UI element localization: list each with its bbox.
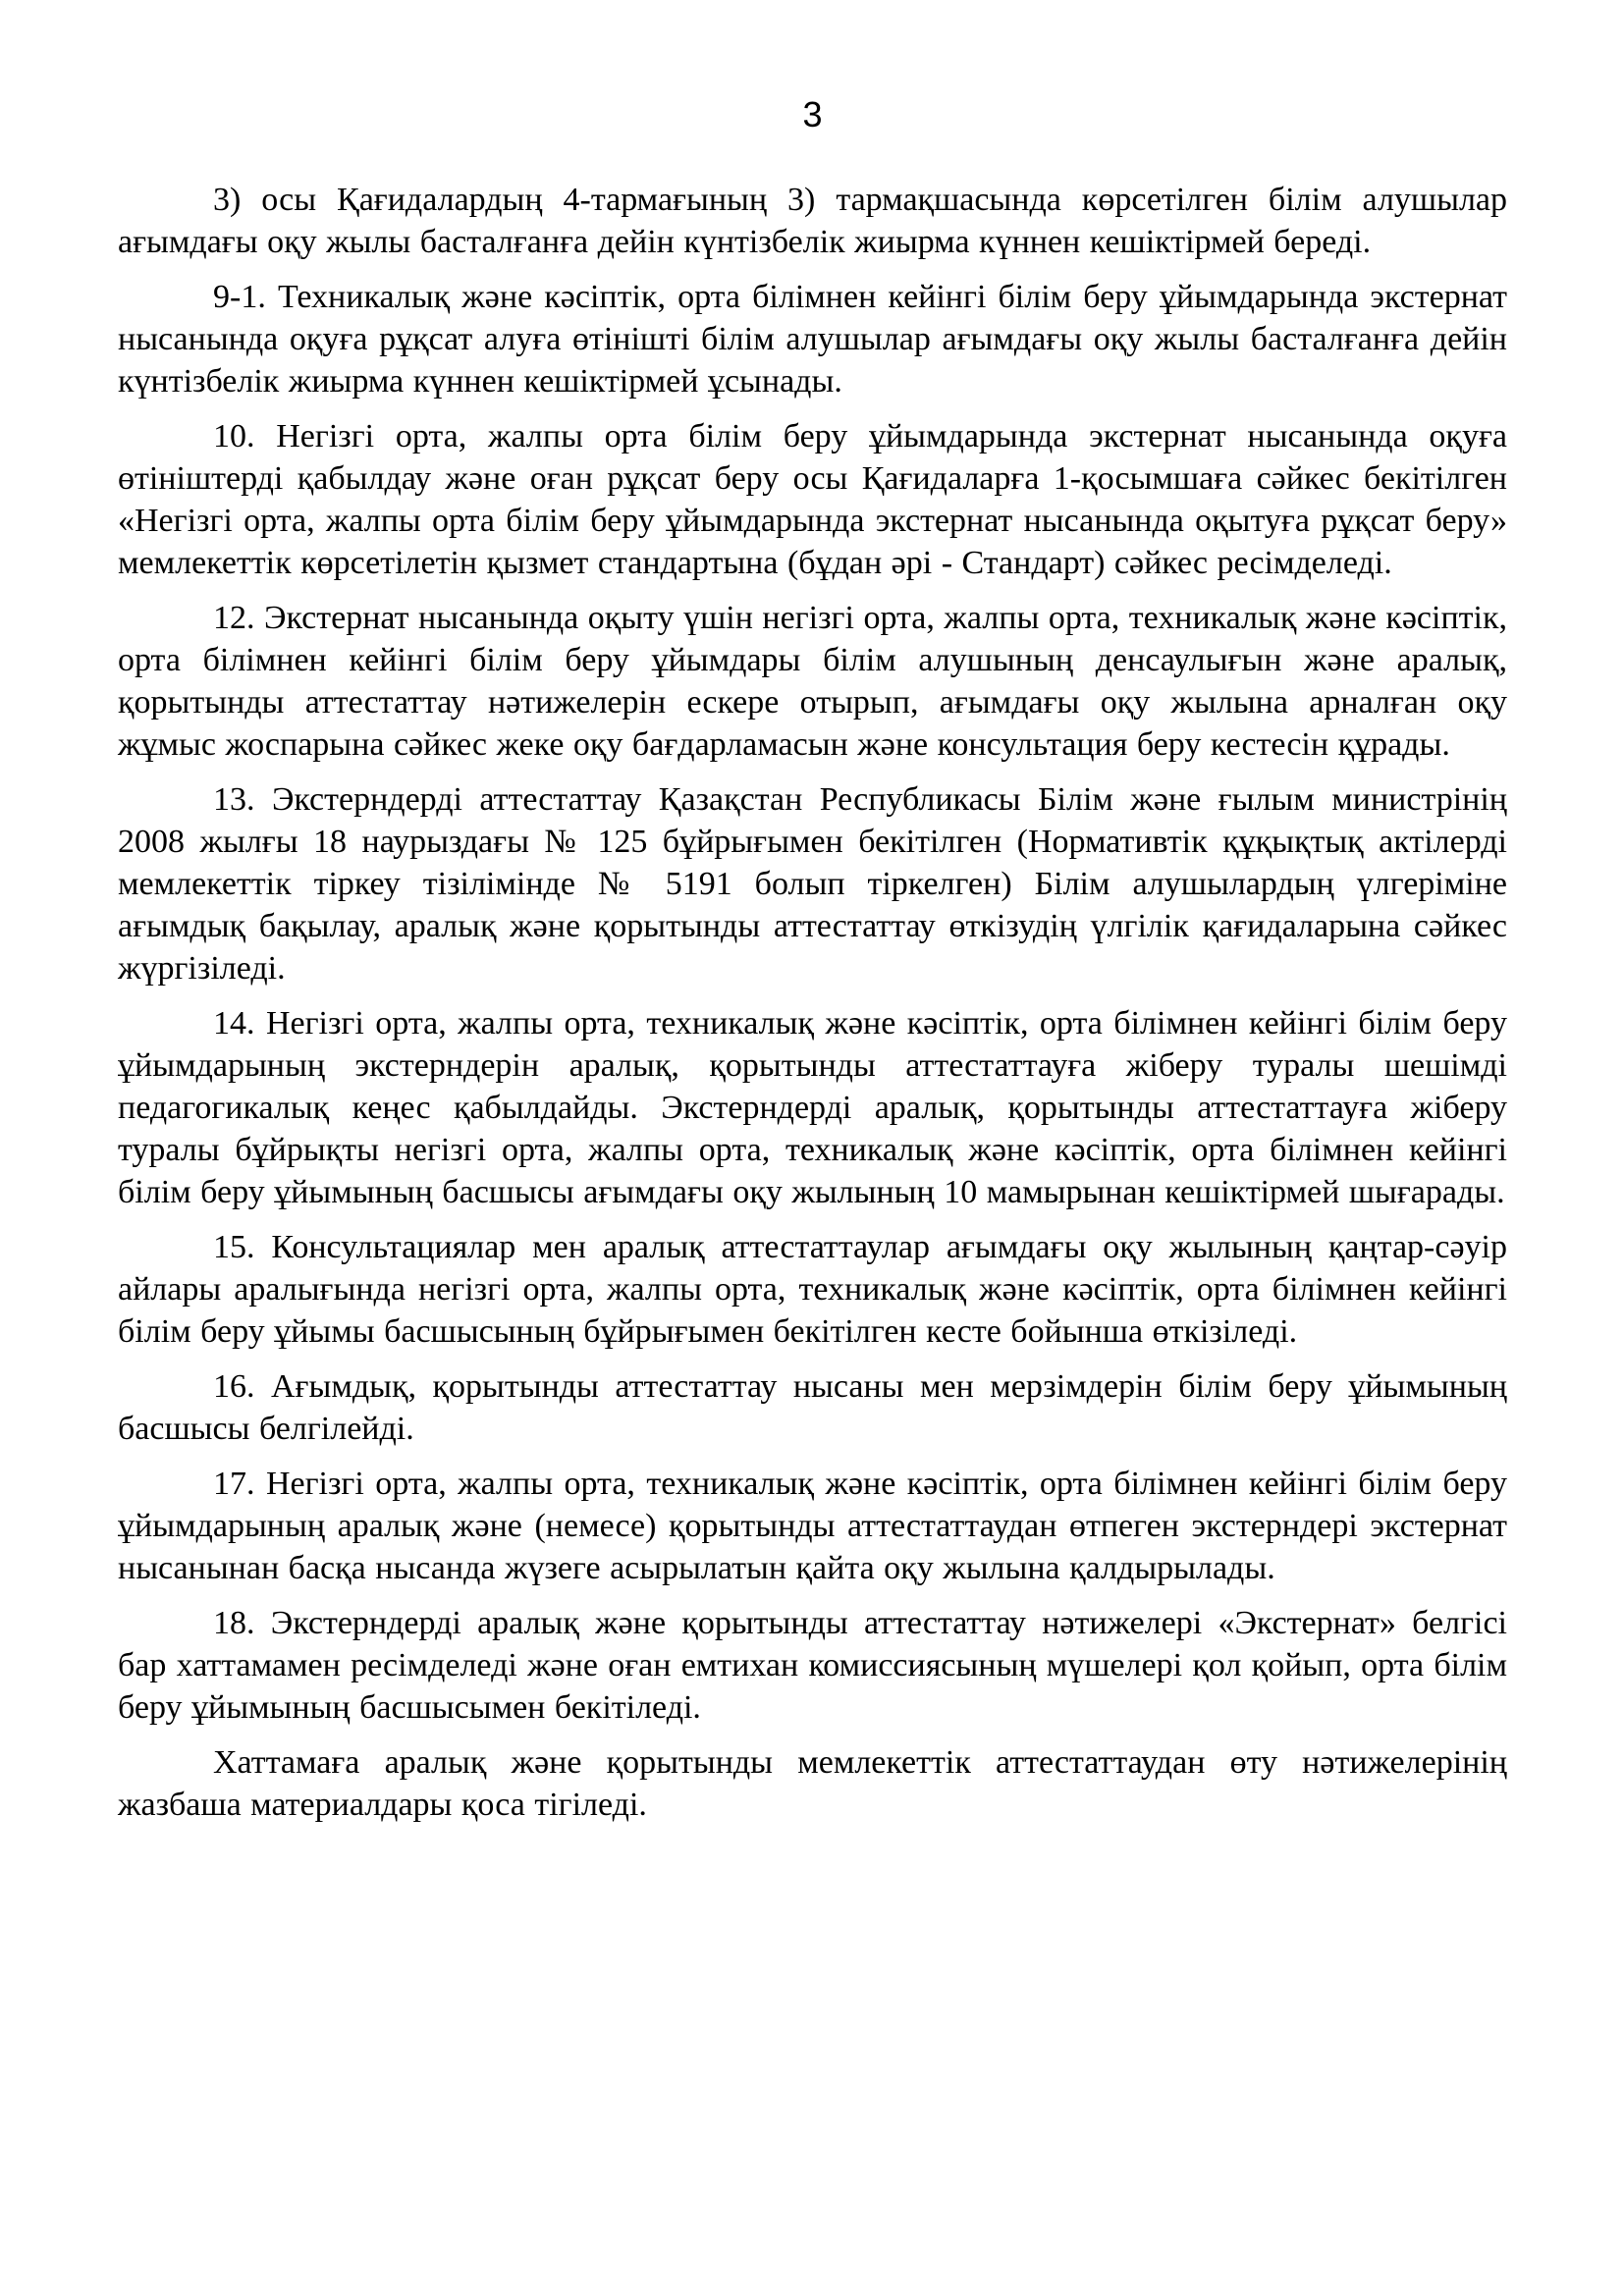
paragraph-9-1: 9-1. Техникалық және кәсіптік, орта білімнен кейінгі білім беру ұйымдарында экстернат нысанында оқуға рұқсат алуға өтінішті білім алушылар ағымдағы оқу жылы басталғанға дейін күнтізбелік жиырма күннен кешіктірмей ұсынады.: [118, 279, 1507, 400]
paragraph-13: 13. Экстерндерді аттестаттау Қазақстан Республикасы Білім және ғылым министрінің 2008 жылғы 18 наурыздағы № 125 бұйрығымен бекітілген (Нормативтік құқықтық актілерді мемлекеттік тіркеу тізілімінде № 5191 болып тіркелген) Білім алушылардың үлгеріміне ағымдық бақылау, аралық және қорытынды аттестаттау өткізудің үлгілік қағидаларына сәйкес жүргізіледі.: [118, 781, 1507, 987]
paragraph-16: 16. Ағымдық, қорытынды аттестаттау нысаны мен мерзімдерін білім беру ұйымының басшысы белгілейді.: [118, 1368, 1507, 1447]
page-number: 3: [802, 94, 823, 134]
paragraph-12: 12. Экстернат нысанында оқыту үшін негізгі орта, жалпы орта, техникалық және кәсіптік, орта білімнен кейінгі білім беру ұйымдары білім алушының денсаулығын және аралық, қорытынды аттестаттау нәтижелерін ескере отырып, ағымдағы оқу жылына арналған оқу жұмыс жоспарына сәйкес жеке оқу бағдарламасын және консультация беру кестесін құрады.: [118, 600, 1507, 763]
paragraph-10: 10. Негізгі орта, жалпы орта білім беру ұйымдарында экстернат нысанында оқуға өтініштерді қабылдау және оған рұқсат беру осы Қағидаларға 1-қосымшаға сәйкес бекітілген «Негізгі орта, жалпы орта білім беру ұйымдарында экстернат нысанында оқытуға рұқсат беру» мемлекеттік көрсетілетін қызмет стандартына (бұдан әрі - Стандарт) сәйкес ресімделеді.: [118, 418, 1507, 581]
paragraph-item-3: 3) осы Қағидалардың 4-тармағының 3) тармақшасында көрсетілген білім алушылар ағымдағы оқу жылы басталғанға дейін күнтізбелік жиырма күннен кешіктірмей береді.: [118, 182, 1507, 260]
paragraph-17: 17. Негізгі орта, жалпы орта, техникалық және кәсіптік, орта білімнен кейінгі білім беру ұйымдарының аралық және (немесе) қорытынды аттестаттаудан өтпеген экстерндері экстернат нысанынан басқа нысанда жүзеге асырылатын қайта оқу жылына қалдырылады.: [118, 1466, 1507, 1586]
paragraph-protocol: Хаттамаға аралық және қорытынды мемлекеттік аттестаттаудан өту нәтижелерінің жазбаша материалдары қоса тігіледі.: [118, 1744, 1507, 1823]
paragraph-18: 18. Экстерндерді аралық және қорытынды аттестаттау нәтижелері «Экстернат» белгісі бар хаттамамен ресімделеді және оған емтихан комиссиясының мүшелері қол қойып, орта білім беру ұйымының басшысымен бекітіледі.: [118, 1605, 1507, 1726]
paragraph-15: 15. Консультациялар мен аралық аттестаттаулар ағымдағы оқу жылының қаңтар-сәуір айлары аралығында негізгі орта, жалпы орта, техникалық және кәсіптік, орта білімнен кейінгі білім беру ұйымы басшысының бұйрығымен бекітілген кесте бойынша өткізіледі.: [118, 1229, 1507, 1350]
paragraph-14: 14. Негізгі орта, жалпы орта, техникалық және кәсіптік, орта білімнен кейінгі білім беру ұйымдарының экстерндерін аралық, қорытынды аттестаттауға жіберу туралы шешімді педагогикалық кеңес қабылдайды. Экстерндерді аралық, қорытынды аттестаттауға жіберу туралы бұйрықты негізгі орта, жалпы орта, техникалық және кәсіптік, орта білімнен кейінгі білім беру ұйымының басшысы ағымдағы оқу жылының 10 мамырынан кешіктірмей шығарады.: [118, 1005, 1507, 1210]
